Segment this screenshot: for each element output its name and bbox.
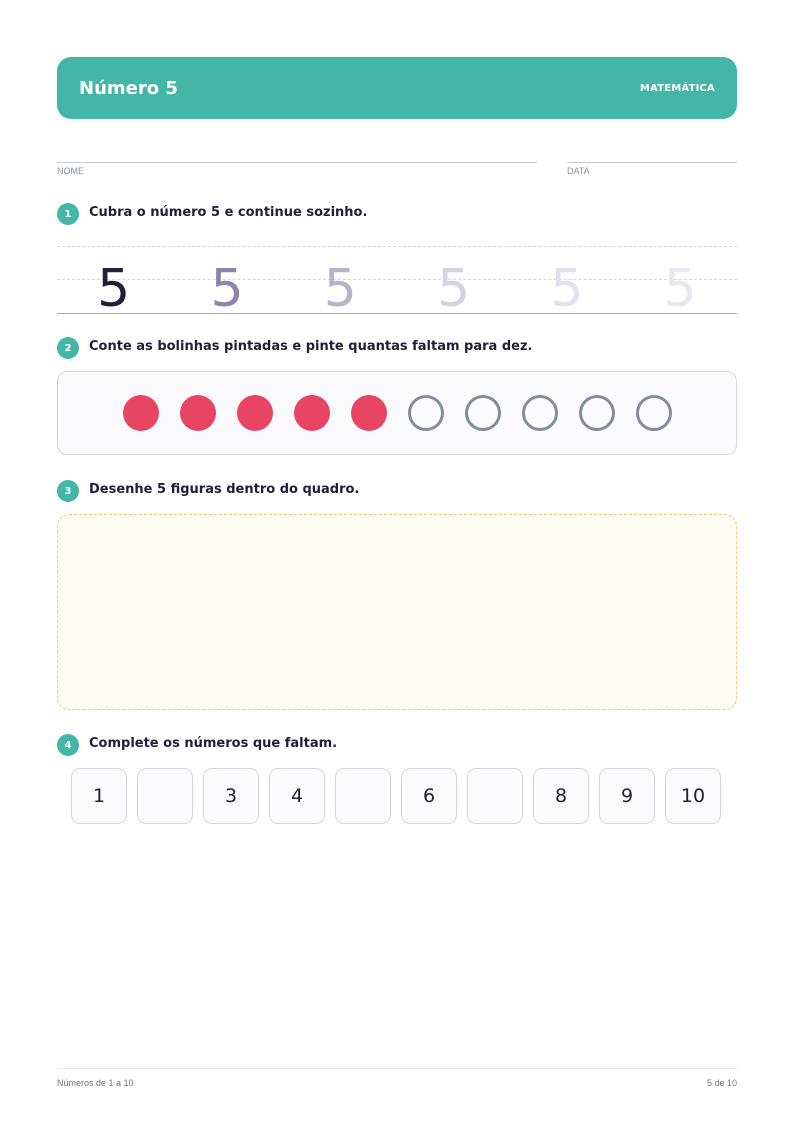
filled-dot xyxy=(123,395,159,431)
empty-dot[interactable] xyxy=(579,395,615,431)
empty-dot[interactable] xyxy=(522,395,558,431)
filled-dot xyxy=(351,395,387,431)
number-cell: 10 xyxy=(665,768,721,824)
tracing-digit: 5 xyxy=(323,259,357,319)
number-cell: 6 xyxy=(401,768,457,824)
footer-divider xyxy=(57,1068,737,1069)
tracing-digit: 5 xyxy=(437,259,471,319)
filled-dot xyxy=(294,395,330,431)
empty-dot[interactable] xyxy=(465,395,501,431)
exercise-4-instruction: Complete os números que faltam. xyxy=(89,736,338,751)
exercise-4-badge: 4 xyxy=(57,734,79,756)
blank-number-cell[interactable] xyxy=(467,768,523,824)
tracing-digit: 5 xyxy=(663,259,697,319)
filled-dot xyxy=(180,395,216,431)
worksheet-title: Número 5 xyxy=(79,77,178,99)
exercise-1-badge: 1 xyxy=(57,203,79,225)
exercise-2-instruction: Conte as bolinhas pintadas e pinte quantas faltam para dez. xyxy=(89,339,533,354)
dots-box xyxy=(57,371,737,455)
number-sequence xyxy=(71,768,721,824)
empty-dot[interactable] xyxy=(636,395,672,431)
worksheet-header xyxy=(57,57,737,119)
exercise-2-badge: 2 xyxy=(57,337,79,359)
empty-dot[interactable] xyxy=(408,395,444,431)
blank-number-cell[interactable] xyxy=(137,768,193,824)
number-cell: 1 xyxy=(71,768,127,824)
footer-page-number: 5 de 10 xyxy=(706,1078,737,1088)
tracing-digit: 5 xyxy=(97,259,131,319)
exercise-1-instruction: Cubra o número 5 e continue sozinho. xyxy=(89,205,368,220)
name-field-label: NOME xyxy=(57,166,84,176)
footer-series-label: Números de 1 a 10 xyxy=(57,1078,134,1088)
name-field-line[interactable] xyxy=(57,162,537,163)
tracing-guide-top xyxy=(57,246,737,247)
number-cell: 4 xyxy=(269,768,325,824)
tracing-digit: 5 xyxy=(210,259,244,319)
number-cell: 8 xyxy=(533,768,589,824)
exercise-3-instruction: Desenhe 5 figuras dentro do quadro. xyxy=(89,482,360,497)
blank-number-cell[interactable] xyxy=(335,768,391,824)
date-field-label: DATA xyxy=(567,166,590,176)
tracing-digit: 5 xyxy=(550,259,584,319)
filled-dot xyxy=(237,395,273,431)
number-cell: 9 xyxy=(599,768,655,824)
number-cell: 3 xyxy=(203,768,259,824)
tracing-row xyxy=(57,258,737,319)
subject-label: MATEMÁTICA xyxy=(639,82,715,94)
date-field-line[interactable] xyxy=(567,162,737,163)
drawing-area[interactable] xyxy=(57,514,737,710)
exercise-3-badge: 3 xyxy=(57,480,79,502)
